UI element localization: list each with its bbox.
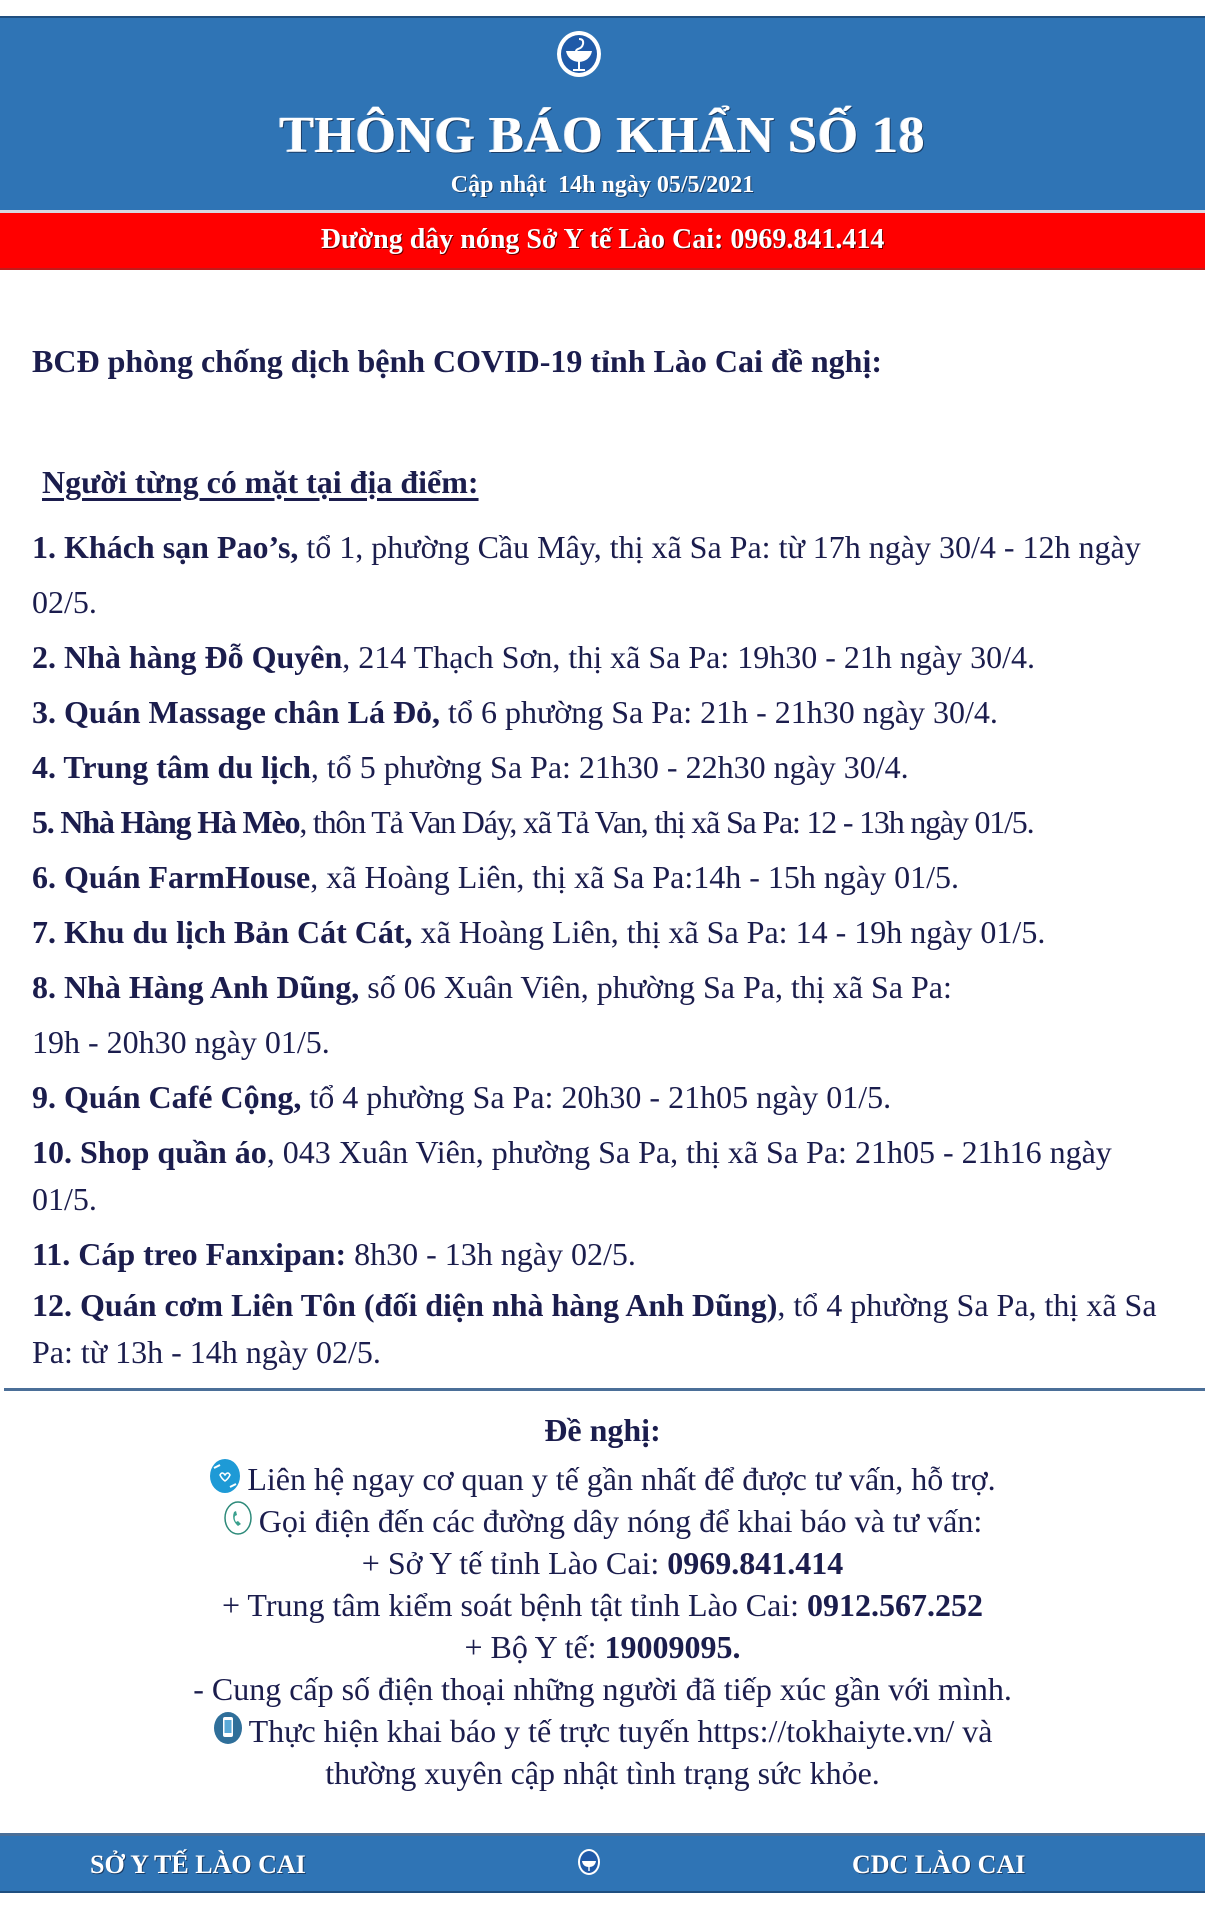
smartphone-icon (213, 1710, 243, 1746)
location-detail: xã Hoàng Liên, thị xã Sa Pa: 14 - 19h ngày 01/5. (412, 914, 1046, 950)
list-item (32, 1227, 1182, 1282)
location-detail: 8h30 - 13h ngày 02/5. (346, 1236, 636, 1272)
location-name: 7. Khu du lịch Bản Cát Cát, (32, 914, 413, 950)
location-detail: tổ 6 phường Sa Pa: 21h - 21h30 ngày 30/4. (440, 694, 998, 730)
location-detail: , tổ 5 phường Sa Pa: 21h30 - 22h30 ngày 30/4. (310, 749, 909, 785)
list-item (32, 1282, 1182, 1376)
header-banner (0, 16, 1205, 210)
updated-timestamp: Cập nhật 14h ngày 05/5/2021 (450, 172, 755, 198)
locations-heading: Người từng có mặt tại địa điểm: (42, 464, 479, 500)
list-item (32, 1070, 1182, 1125)
list-item (32, 905, 1182, 960)
hotline-bar: Đường dây nóng Sở Y tế Lào Cai: 0969.841.414 (0, 210, 1205, 270)
location-detail: tổ 4 phường Sa Pa: 20h30 - 21h05 ngày 01/5. (301, 1079, 892, 1115)
location-name: 3. Quán Massage chân Lá Đỏ, (32, 694, 441, 730)
locations-list (32, 520, 1182, 1376)
hotline-item: + Bộ Y tế: 19009095. (464, 1629, 741, 1665)
hotline-item: + Trung tâm kiểm soát bệnh tật tỉnh Lào Cai: 0912.567.252 (221, 1587, 984, 1623)
location-detail: số 06 Xuân Viên, phường Sa Pa, thị xã Sa Pa: 19h - 20h30 ngày 01/5. (32, 969, 952, 1060)
location-name: 8. Nhà Hàng Anh Dũng, (32, 969, 360, 1005)
location-name: 5. Nhà Hàng Hà Mèo (32, 804, 300, 840)
recommendation-online-continued: thường xuyên cập nhật tình trạng sức khỏe. (325, 1755, 880, 1791)
location-name: 1. Khách sạn Pao’s, (32, 529, 299, 565)
location-name: 10. Shop quần áo (32, 1134, 267, 1170)
recommendation-online: Thực hiện khai báo y tế trực tuyến https://tokhaiyte.vn/ và (0, 1710, 1205, 1752)
hotline-number: 19009095. (604, 1629, 741, 1665)
location-detail: , thôn Tả Van Dáy, xã Tả Van, thị xã Sa Pa: 12 - 13h ngày 01/5. (299, 804, 1034, 840)
medical-caduceus-bowl-icon (576, 1848, 602, 1876)
footer-banner (0, 1833, 1205, 1893)
recommendations-block (0, 1458, 1205, 1794)
lead-statement: BCĐ phòng chống dịch bệnh COVID-19 tỉnh Lào Cai đề nghị: (32, 343, 882, 379)
list-item (32, 685, 1182, 740)
list-item (32, 960, 1182, 1070)
recommendation-provide-contacts: - Cung cấp số điện thoại những người đã tiếp xúc gần với mình. (193, 1671, 1012, 1707)
list-item (32, 850, 1182, 905)
location-name: 11. Cáp treo Fanxipan: (32, 1236, 347, 1272)
location-name: 2. Nhà hàng Đỗ Quyên (32, 639, 343, 675)
footer-department: SỞ Y TẾ LÀO CAI (90, 1850, 306, 1879)
list-item (32, 740, 1182, 795)
location-name: 4. Trung tâm du lịch (32, 749, 311, 785)
hotline-number: 0912.567.252 (807, 1587, 984, 1623)
hotline-item: + Sở Y tế tỉnh Lào Cai: 0969.841.414 (361, 1545, 844, 1581)
phone-icon (223, 1500, 253, 1536)
location-detail: , 043 Xuân Viên, phường Sa Pa, thị xã Sa Pa: 21h05 - 21h16 ngày 01/5. (32, 1134, 1112, 1217)
location-name: 12. Quán cơm Liên Tôn (đối diện nhà hàng Anh Dũng) (32, 1287, 778, 1323)
list-item (32, 520, 1182, 630)
list-item (32, 795, 1182, 850)
location-detail: , 214 Thạch Sơn, thị xã Sa Pa: 19h30 - 21h ngày 30/4. (342, 639, 1036, 675)
location-detail: tổ 1, phường Cầu Mây, thị xã Sa Pa: từ 17h ngày 30/4 - 12h ngày 02/5. (32, 529, 1141, 620)
list-item (32, 630, 1182, 685)
footer-cdc: CDC LÀO CAI (852, 1850, 1026, 1879)
location-detail: , xã Hoàng Liên, thị xã Sa Pa:14h - 15h ngày 01/5. (310, 859, 960, 895)
location-name: 6. Quán FarmHouse (32, 859, 311, 895)
location-detail: , tổ 4 phường Sa Pa, thị xã Sa Pa: từ 13h - 14h ngày 02/5. (32, 1287, 1157, 1370)
section-divider (4, 1388, 1205, 1391)
list-item (32, 1129, 1182, 1223)
medical-caduceus-bowl-icon (554, 29, 604, 79)
page-title: THÔNG BÁO KHẨN SỐ 18 (279, 107, 926, 164)
recommendation-call: Gọi điện đến các đường dây nóng để khai báo và tư vấn: (0, 1500, 1205, 1542)
recommendations-heading: Đề nghị: (544, 1412, 661, 1448)
location-name: 9. Quán Café Cộng, (32, 1079, 302, 1115)
hotline-number: 0969.841.414 (667, 1545, 844, 1581)
recommendation-contact: Liên hệ ngay cơ quan y tế gần nhất để được tư vấn, hỗ trợ. (0, 1458, 1205, 1500)
care-hands-heart-icon (209, 1458, 241, 1494)
